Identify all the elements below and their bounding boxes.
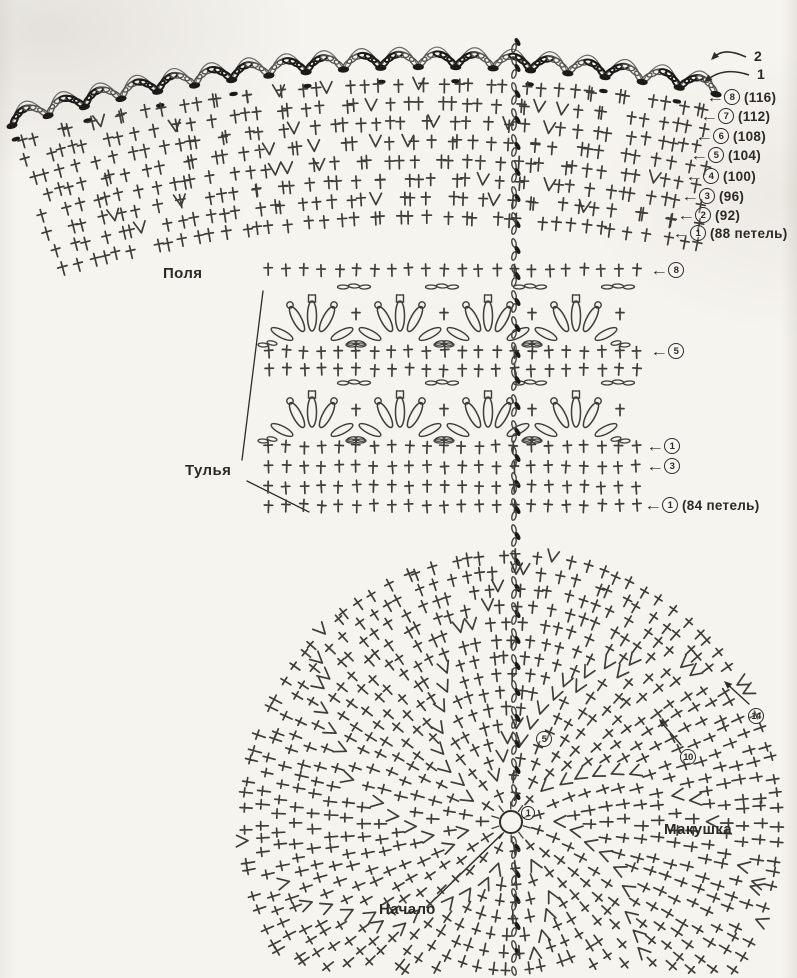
stitch-count: (92): [715, 207, 741, 223]
brim-edge-row-2-label: 2: [754, 48, 762, 64]
arrow-left-icon: ←: [685, 168, 704, 184]
stitch-count: (88 петель): [710, 225, 788, 241]
sc-plus-symbols: [18, 79, 783, 975]
crown-round-label-5: [536, 731, 552, 747]
brim-row-label-5: [690, 147, 761, 163]
body-row-label-1b: [646, 438, 684, 454]
row-number-circle: 1: [662, 497, 678, 513]
round-number-circle: 1: [521, 806, 535, 820]
row-number-circle: 1: [690, 225, 706, 241]
stitch-count: (104): [728, 147, 762, 163]
row-number-circle: 6: [713, 128, 729, 144]
brim-section-label: Поля: [163, 265, 203, 282]
stitch-count: (108): [733, 128, 767, 144]
body-row-label-1: [644, 497, 760, 513]
arrow-left-icon: ←: [681, 188, 700, 204]
brim-edge-row-1-label: 1: [757, 66, 765, 82]
arrow-left-icon: ←: [646, 438, 665, 454]
body-row-label-8: [650, 262, 688, 278]
arrow-left-icon: ←: [650, 343, 669, 359]
arrow-left-icon: ←: [700, 108, 719, 124]
row-number-circle: 1: [664, 438, 680, 454]
arrow-left-icon: ←: [695, 128, 714, 144]
row-number-circle: 2: [695, 207, 711, 223]
brim-row-label-8: [706, 89, 776, 105]
round-number-circle: 14: [748, 708, 764, 724]
stitch-count: (100): [723, 168, 757, 184]
row-number-circle: 4: [703, 168, 719, 184]
row-number-circle: 5: [708, 147, 724, 163]
brim-row-label-1: [672, 225, 788, 241]
stitch-count: (116): [744, 89, 777, 105]
row-number-circle: 5: [668, 343, 684, 359]
brim-edging: [7, 47, 721, 141]
brim-row-label-3: [681, 188, 744, 204]
row-number-circle: 3: [664, 458, 680, 474]
brim-row-label-2: [677, 207, 740, 223]
arrow-left-icon: ←: [650, 262, 669, 278]
arrow-left-icon: ←: [672, 225, 691, 241]
row-number-circle: 3: [699, 188, 715, 204]
round-number-circle: 10: [680, 749, 696, 765]
crown-round-label-10: [680, 749, 696, 765]
round-start-chain-column: [511, 38, 521, 975]
brim-row-label-4: [685, 168, 756, 184]
body-row-label-5: [650, 343, 688, 359]
row-number-circle: 8: [724, 89, 740, 105]
crown-section-label: Макушка: [664, 821, 733, 838]
arrow-left-icon: ←: [677, 207, 696, 223]
stitch-count: (112): [738, 108, 771, 124]
start-label: Начало: [379, 901, 436, 918]
crown-round-label-14: [748, 708, 764, 724]
brim-row-label-7: [700, 108, 770, 124]
stitch-count: (96): [719, 188, 745, 204]
row-number-circle: 8: [668, 262, 684, 278]
crown-center-ring-number: [521, 806, 535, 820]
row-number-circle: 7: [718, 108, 734, 124]
body-stitches: [258, 284, 635, 444]
brim-row-label-6: [695, 128, 766, 144]
body-section-label: Тулья: [185, 462, 232, 479]
body-row-label-3: [646, 458, 684, 474]
arrow-left-icon: ←: [644, 497, 663, 513]
arrow-left-icon: ←: [706, 89, 725, 105]
round-number-circle: 5: [536, 731, 552, 747]
arrow-left-icon: ←: [646, 458, 665, 474]
stitch-count: (84 петель): [682, 497, 760, 513]
arrow-left-icon: ←: [690, 147, 709, 163]
